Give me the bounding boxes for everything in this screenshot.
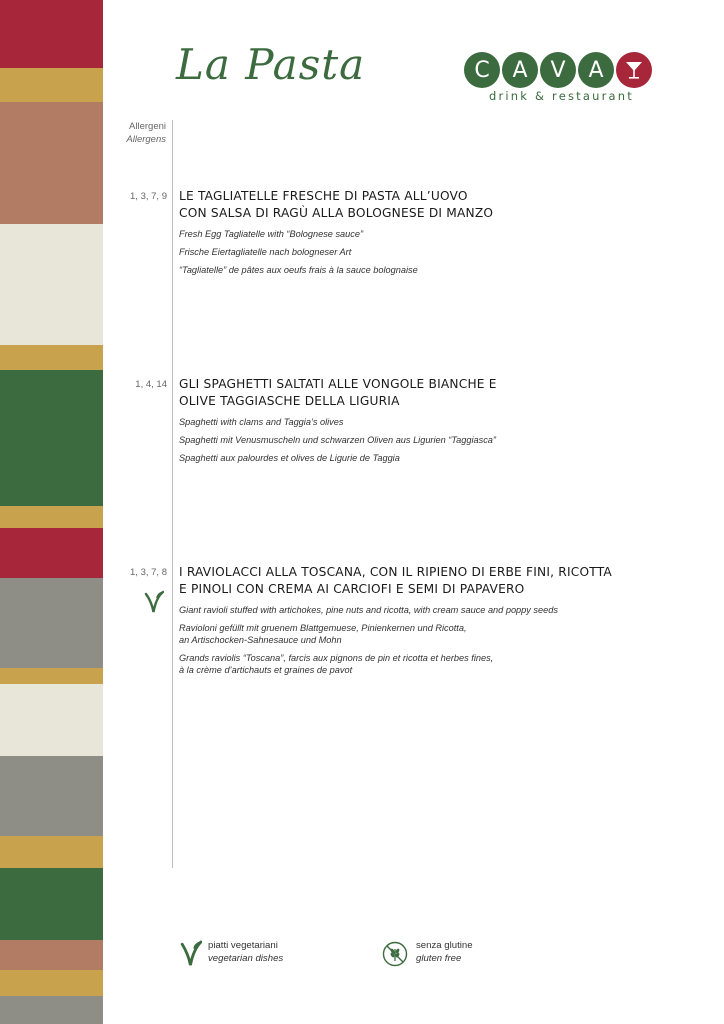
legend-gluten-free-it: senza glutine <box>416 940 473 951</box>
dish-title: E PINOLI CON CREMA AI CARCIOFI E SEMI DI PAPAVERO <box>179 582 525 596</box>
dish-allergens: 1, 4, 14 <box>135 379 167 390</box>
stripe <box>0 756 103 836</box>
dish-title: GLI SPAGHETTI SALTATI ALLE VONGOLE BIANCHE E <box>179 377 497 391</box>
brand-logo <box>464 52 656 108</box>
divider-line <box>172 120 173 868</box>
logo-letters <box>464 52 656 88</box>
vegetarian-v-icon <box>180 938 202 968</box>
stripe <box>0 868 103 940</box>
logo-letter: V <box>540 52 576 88</box>
dish-translation-en: Giant ravioli stuffed with artichokes, pine nuts and ricotta, with cream sauce and poppy seeds <box>179 605 558 615</box>
legend-vegetarian <box>208 940 283 965</box>
stripe <box>0 996 103 1024</box>
logo-letter: A <box>578 52 614 88</box>
gluten-free-icon <box>382 941 408 967</box>
cocktail-glass-icon <box>616 52 652 88</box>
dish-translation-de <box>179 622 679 646</box>
stripe <box>0 940 103 970</box>
legend-vegetarian-en: vegetarian dishes <box>208 952 284 964</box>
dish-item <box>179 188 679 276</box>
dish-translation-de: Frische Eiertagliatelle nach bologneser Art <box>179 247 352 257</box>
dish-translation-fr <box>179 652 679 676</box>
page-title: La Pasta <box>176 40 366 89</box>
stripe <box>0 345 103 370</box>
dish-translation-de-line: Ravioloni gefüllt mit gruenem Blattgemuese, Pinienkernen und Ricotta, <box>179 623 467 633</box>
stripe <box>0 102 103 224</box>
dish-title: OLIVE TAGGIASCHE DELLA LIGURIA <box>179 394 400 408</box>
legend-gluten-free <box>416 940 473 965</box>
stripe <box>0 224 103 345</box>
dish-item <box>179 376 679 464</box>
dish-translation-de-line: an Artischocken-Sahnesauce und Mohn <box>179 635 342 645</box>
dish-allergens: 1, 3, 7, 9 <box>130 191 167 202</box>
dish-translation-en: Fresh Egg Tagliatelle with “Bolognese sauce” <box>179 229 364 239</box>
allergens-header-it: Allergeni <box>129 121 166 132</box>
allergens-header <box>126 120 166 146</box>
dish-translation-de: Spaghetti mit Venusmuscheln und schwarzen Oliven aus Ligurien “Taggiasca” <box>179 435 496 445</box>
dish-translation-fr-line: Grands raviolis “Toscana”, farcis aux pignons de pin et ricotta et herbes fines, <box>179 653 494 663</box>
allergens-header-en: Allergens <box>126 134 166 145</box>
dish-item <box>179 564 679 676</box>
stripe <box>0 970 103 996</box>
stripe <box>0 506 103 528</box>
dish-translation-fr-line: à la crème d’artichauts et graines de pavot <box>179 665 353 675</box>
legend-gluten-free-en: gluten free <box>416 952 462 964</box>
stripe <box>0 684 103 756</box>
vegetarian-v-icon <box>144 590 164 614</box>
logo-letter: A <box>502 52 538 88</box>
decorative-stripe-band <box>0 0 103 1024</box>
dish-translation-fr: Spaghetti aux palourdes et olives de Ligurie de Taggia <box>179 453 400 463</box>
stripe <box>0 668 103 684</box>
dish-allergens: 1, 3, 7, 8 <box>130 567 167 578</box>
stripe <box>0 0 103 68</box>
legend-vegetarian-it: piatti vegetariani <box>208 940 278 951</box>
stripe <box>0 578 103 668</box>
stripe <box>0 528 103 578</box>
stripe <box>0 836 103 868</box>
dish-title: CON SALSA DI RAGÙ ALLA BOLOGNESE DI MANZO <box>179 206 494 220</box>
stripe <box>0 370 103 506</box>
logo-tagline: drink & restaurant <box>488 89 634 103</box>
dish-translation-fr: “Tagliatelle” de pâtes aux oeufs frais à la sauce bolognaise <box>179 265 418 275</box>
dish-title: LE TAGLIATELLE FRESCHE DI PASTA ALL’UOVO <box>179 189 468 203</box>
logo-letter: C <box>464 52 500 88</box>
stripe <box>0 68 103 102</box>
dish-translation-en: Spaghetti with clams and Taggia’s olives <box>179 417 344 427</box>
dish-title: I RAVIOLACCI ALLA TOSCANA, CON IL RIPIENO DI ERBE FINI, RICOTTA <box>179 565 612 579</box>
